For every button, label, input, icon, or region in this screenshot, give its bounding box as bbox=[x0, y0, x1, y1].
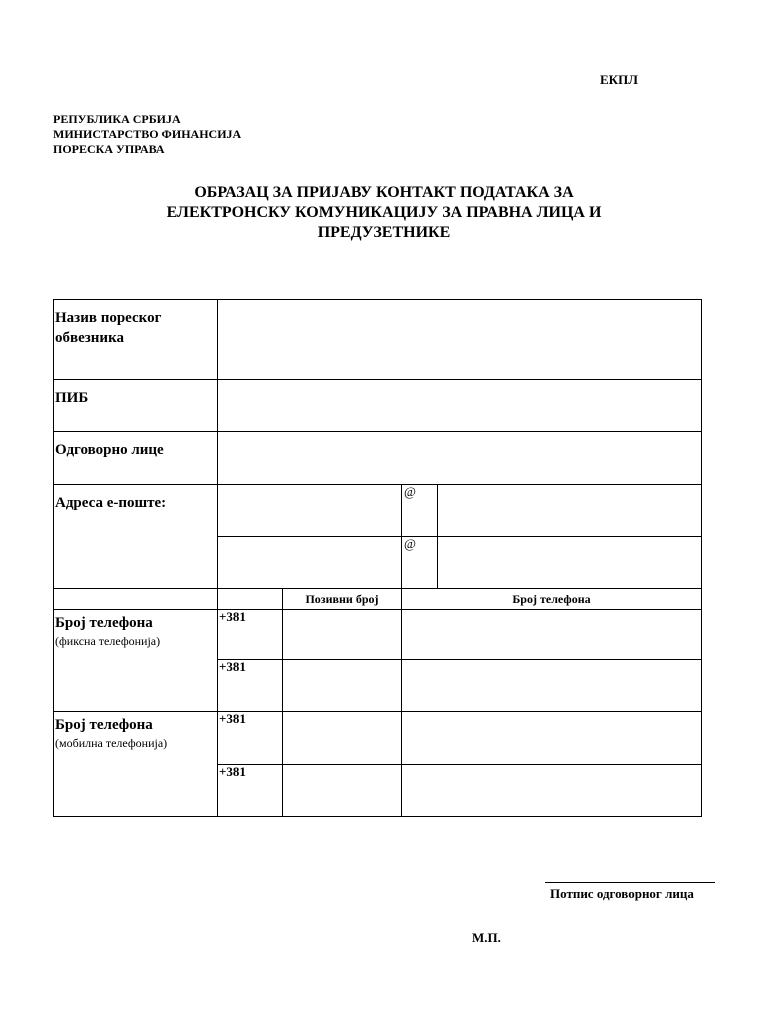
area-code-column-header: Позивни број bbox=[283, 589, 402, 610]
mobile-country-code-1: +381 bbox=[218, 712, 283, 765]
contact-form-table bbox=[53, 299, 702, 817]
signature-label: Потпис одговорног лица bbox=[550, 886, 694, 901]
issuer-line-3: ПОРЕСКА УПРАВА bbox=[53, 142, 165, 156]
fixed-number-field-1[interactable] bbox=[402, 610, 702, 660]
fixed-phone-subtitle: (фиксна телефонија) bbox=[55, 634, 161, 648]
issuer-header bbox=[53, 112, 241, 157]
mobile-area-code-field-2[interactable] bbox=[283, 765, 402, 817]
signature-line[interactable] bbox=[545, 882, 715, 883]
form-title bbox=[100, 183, 668, 243]
email-domain-field-2[interactable] bbox=[438, 537, 702, 589]
taxpayer-name-label: Назив пореског обвезника bbox=[54, 300, 218, 380]
title-line-2: ЕЛЕКТРОНСКУ КОМУНИКАЦИЈУ ЗА ПРАВНА ЛИЦА И bbox=[166, 204, 602, 221]
mobile-number-field-2[interactable] bbox=[402, 765, 702, 817]
issuer-line-1: РЕПУБЛИКА СРБИЈА bbox=[53, 112, 181, 126]
fixed-country-code-2: +381 bbox=[218, 660, 283, 712]
responsible-person-label: Одговорно лице bbox=[54, 432, 218, 485]
fixed-phone-title: Број телефона bbox=[55, 615, 153, 631]
header-empty-cell bbox=[218, 589, 283, 610]
title-line-1: ОБРАЗАЦ ЗА ПРИЈАВУ КОНТАКТ ПОДАТАКА ЗА bbox=[194, 184, 574, 201]
title-line-3: ПРЕДУЗЕТНИКЕ bbox=[317, 224, 451, 241]
mobile-phone-label bbox=[54, 712, 218, 817]
responsible-person-field[interactable] bbox=[218, 432, 702, 485]
mobile-phone-subtitle: (мобилна телефонија) bbox=[55, 736, 168, 750]
mobile-country-code-2: +381 bbox=[218, 765, 283, 817]
taxpayer-name-field[interactable] bbox=[218, 300, 702, 380]
at-symbol-2: @ bbox=[402, 537, 438, 589]
form-code: ЕКПЛ bbox=[600, 72, 638, 87]
email-domain-field-1[interactable] bbox=[438, 485, 702, 537]
fixed-country-code-1: +381 bbox=[218, 610, 283, 660]
email-local-field-2[interactable] bbox=[218, 537, 402, 589]
mobile-number-field-1[interactable] bbox=[402, 712, 702, 765]
email-label: Адреса е-поште: bbox=[54, 485, 218, 589]
fixed-phone-label bbox=[54, 610, 218, 712]
pib-label: ПИБ bbox=[54, 380, 218, 432]
fixed-number-field-2[interactable] bbox=[402, 660, 702, 712]
at-symbol-1: @ bbox=[402, 485, 438, 537]
fixed-area-code-field-2[interactable] bbox=[283, 660, 402, 712]
stamp-placeholder: М.П. bbox=[472, 930, 501, 945]
mobile-area-code-field-1[interactable] bbox=[283, 712, 402, 765]
pib-field[interactable] bbox=[218, 380, 702, 432]
mobile-phone-title: Број телефона bbox=[55, 717, 153, 733]
email-local-field-1[interactable] bbox=[218, 485, 402, 537]
fixed-area-code-field-1[interactable] bbox=[283, 610, 402, 660]
header-empty-cell bbox=[54, 589, 218, 610]
issuer-line-2: МИНИСТАРСТВО ФИНАНСИЈА bbox=[53, 127, 242, 141]
phone-number-column-header: Број телефона bbox=[402, 589, 702, 610]
